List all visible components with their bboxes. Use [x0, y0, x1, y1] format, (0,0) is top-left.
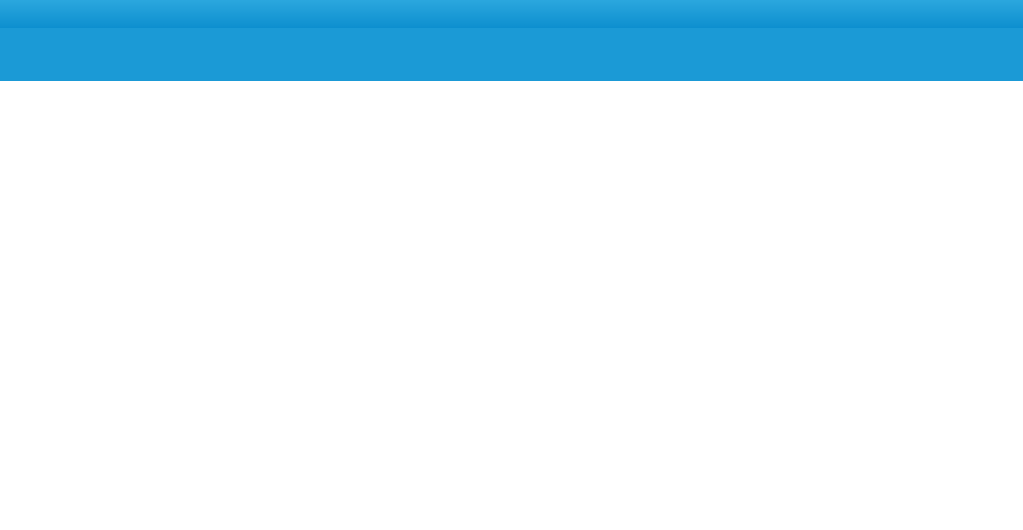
day-header-row — [0, 28, 1023, 59]
forecast-body — [0, 81, 1023, 530]
title-bar — [0, 0, 1023, 28]
daypart-header-row — [0, 59, 1023, 81]
